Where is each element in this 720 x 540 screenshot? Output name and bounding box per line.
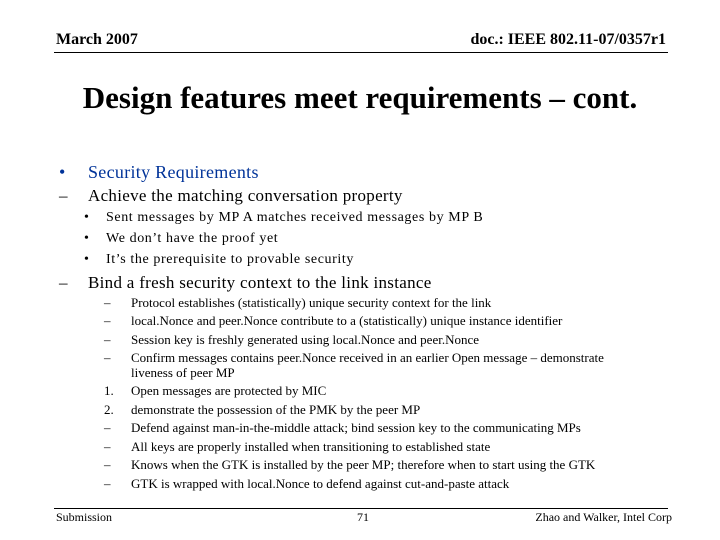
footer-divider [54,508,668,509]
list-item-continuation: liveness of peer MP [131,365,235,380]
list-item-marker: • [84,231,90,246]
list-item-marker: • [84,252,90,267]
list-item: All keys are properly installed when transitioning to established state [131,439,491,454]
list-item: demonstrate the possession of the PMK by the peer MP [131,402,421,417]
list-item-marker: – [104,420,111,435]
list-item: local.Nonce and peer.Nonce contribute to a (statistically) unique instance identifier [131,313,563,328]
bullet-security-requirements: Security Requirements [88,162,259,182]
list-item: Defend against man-in-the-middle attack; bind session key to the communicating MPs [131,420,581,435]
sub-bullet-bind-fresh-context: Bind a fresh security context to the link instance [88,273,432,292]
list-item: Open messages are protected by MIC [131,383,327,398]
list-item-marker: 2. [104,402,114,417]
list-item-marker: – [104,332,111,347]
list-item: Session key is freshly generated using local.Nonce and peer.Nonce [131,332,480,347]
footer-submission: Submission [56,510,113,524]
bullet-marker: • [59,162,66,182]
sub-bullet-marker: – [59,273,68,292]
list-item-marker: • [84,210,90,225]
list-item-marker: – [104,313,111,328]
list-item-marker: – [104,439,111,454]
header-divider [54,52,668,53]
list-item: Knows when the GTK is installed by the peer MP; therefore when to start using the GTK [131,457,596,472]
list-item-marker: 1. [104,383,114,398]
list-item: Protocol establishes (statistically) unique security context for the link [131,295,492,310]
list-item: Confirm messages contains peer.Nonce received in an earlier Open message – demonstrate [131,350,604,365]
footer-authors: Zhao and Walker, Intel Corp [535,510,672,524]
sub-bullet-marker: – [59,186,68,205]
list-item: We don’t have the proof yet [106,231,279,246]
list-item: Sent messages by MP A matches received messages by MP B [106,210,484,225]
slide-title: Design features meet requirements – cont. [82,80,638,115]
list-item-marker: – [104,476,111,491]
list-item: It’s the prerequisite to provable security [106,252,354,267]
footer-page-number: 71 [357,510,369,524]
list-item-marker: – [104,457,111,472]
list-item-marker: – [104,350,111,365]
list-item-marker: – [104,295,111,310]
sub-bullet-matching-conversation: Achieve the matching conversation property [88,186,403,205]
header-doc-id: doc.: IEEE 802.11-07/0357r1 [470,31,666,48]
list-item: GTK is wrapped with local.Nonce to defend against cut-and-paste attack [131,476,510,491]
header-date: March 2007 [56,31,138,48]
